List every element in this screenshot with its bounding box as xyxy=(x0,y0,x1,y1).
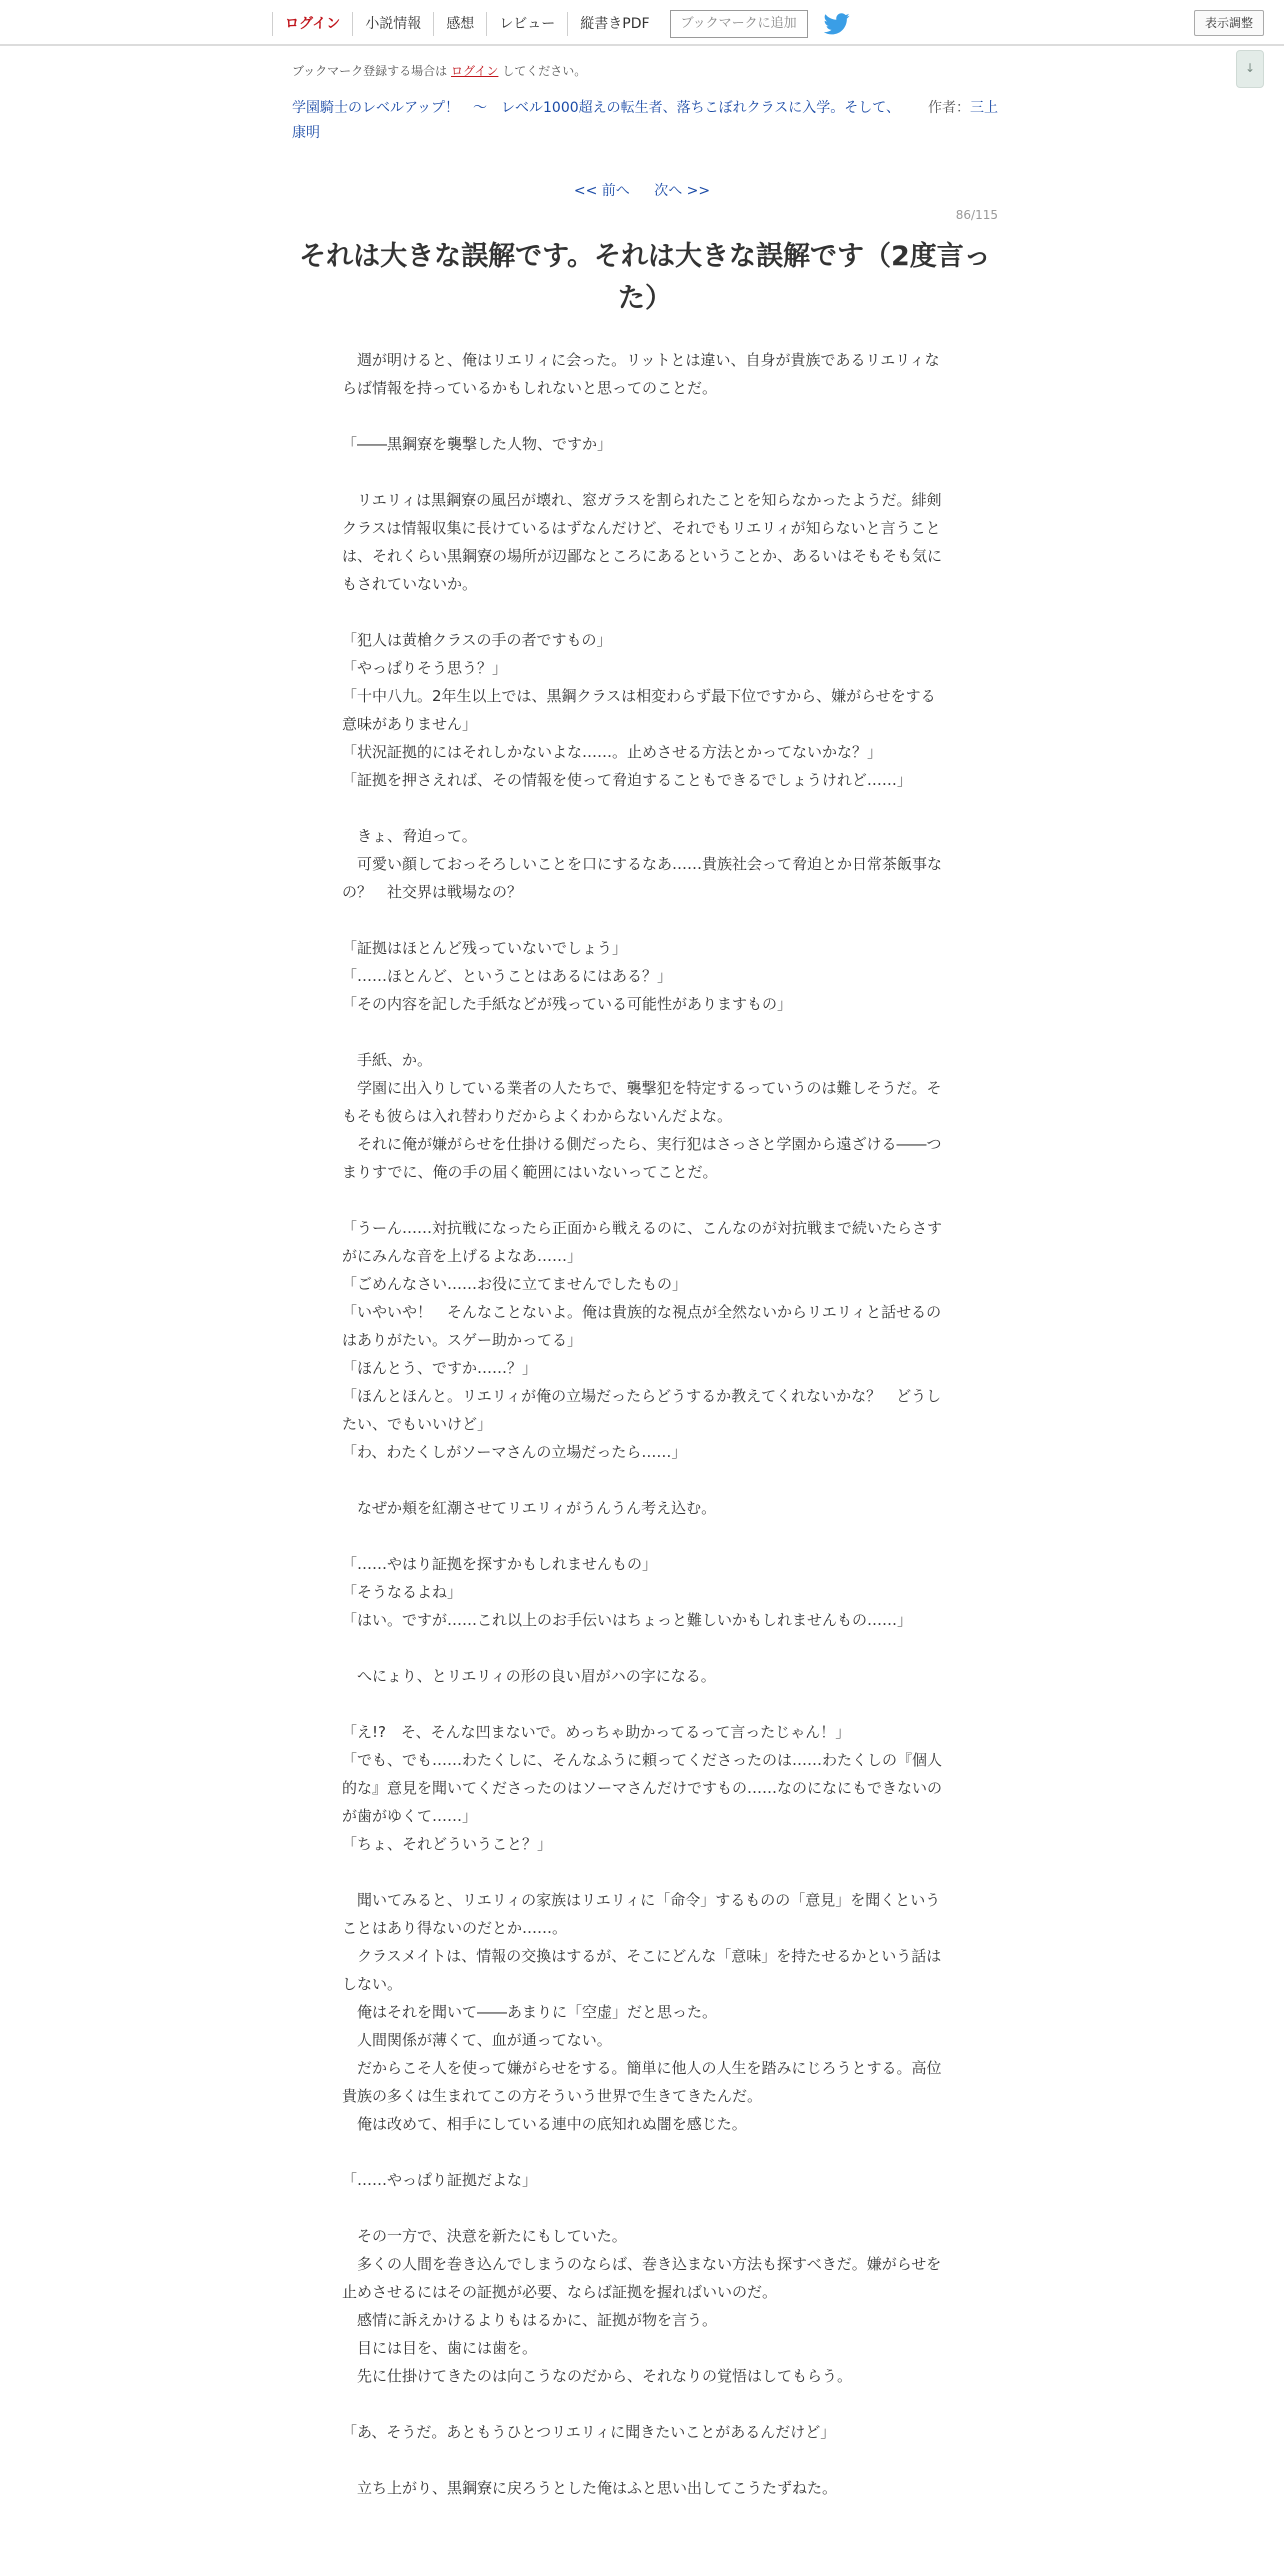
body-paragraph: 先に仕掛けてきたのは向こうなのだから、それなりの覚悟はしてもらう。 xyxy=(342,2367,853,2385)
body-paragraph: 「……ほとんど、ということはあるにはある？」 xyxy=(342,967,673,985)
body-paragraph: リエリィは黒鋼寮の風呂が壊れ、窓ガラスを割られたことを知らなかったようだ。緋剣クラスは情報収集に長けているはずなんだけど、それでもリエリィが知らないと言うことは、それくらい黒鋼寮の場所が辺鄙なところにあるということか、あるいはそもそも気にもされていないか。 xyxy=(342,491,943,593)
series-info xyxy=(292,96,998,146)
body-paragraph: 「……やはり証拠を探すかもしれませんもの」 xyxy=(342,1555,658,1573)
body-paragraph: 「わ、わたくしがソーマさんの立場だったら……」 xyxy=(342,1443,687,1461)
body-paragraph: 感情に訴えかけるよりもはるかに、証拠が物を言う。 xyxy=(342,2311,718,2329)
chapter-body xyxy=(342,346,948,2502)
body-paragraph xyxy=(342,458,948,486)
body-paragraph: 「ちょ、それどういうこと？」 xyxy=(342,1835,553,1853)
body-paragraph: 俺はそれを聞いて――あまりに「空虚」だと思った。 xyxy=(342,2003,718,2021)
body-paragraph xyxy=(342,598,948,626)
body-paragraph: 「十中八九。2年生以上では、黒鋼クラスは相変わらず最下位ですから、嫌がらせをする意味がありません」 xyxy=(342,687,936,733)
body-paragraph: 「――黒鋼寮を襲撃した人物、ですか」 xyxy=(342,435,613,453)
body-paragraph: 「はい。ですが……これ以上のお手伝いはちょっと難しいかもしれませんもの……」 xyxy=(342,1611,913,1629)
body-paragraph: 可愛い顔しておっそろしいことを口にするなあ……貴族社会って脅迫とか日常茶飯事なの？ 社交界は戦場なの？ xyxy=(342,855,943,901)
body-paragraph: なぜか頬を紅潮させてリエリィがうんうん考え込む。 xyxy=(342,1499,717,1517)
body-paragraph: へにょり、とリエリィの形の良い眉がハの字になる。 xyxy=(342,1667,716,1685)
body-paragraph xyxy=(342,794,948,822)
body-paragraph: 「あ、そうだ。あともうひとつリエリィに聞きたいことがあるんだけど」 xyxy=(342,2423,836,2441)
chapter-title: それは大きな誤解です。それは大きな誤解です（2度言った） xyxy=(299,241,991,314)
body-paragraph: きょ、脅迫って。 xyxy=(342,827,477,845)
body-paragraph: 俺は改めて、相手にしている連中の底知れぬ闇を感じた。 xyxy=(342,2115,747,2133)
nav-vertical-pdf[interactable]: 縦書きPDF xyxy=(567,12,661,36)
body-paragraph xyxy=(342,1186,948,1214)
body-paragraph: 「ほんとほんと。リエリィが俺の立場だったらどうするか教えてくれないかな？ どうしたい、でもいいけど」 xyxy=(342,1387,942,1433)
body-paragraph: 目には目を、歯には歯を。 xyxy=(342,2339,538,2357)
body-paragraph xyxy=(342,402,948,430)
body-paragraph: 手紙、か。 xyxy=(342,1051,433,1069)
nav-review[interactable]: レビュー xyxy=(486,12,567,36)
nav-login[interactable]: ログイン xyxy=(272,12,352,36)
body-paragraph: その一方で、決意を新たにもしていた。 xyxy=(342,2227,627,2245)
body-paragraph: 「……やっぱり証拠だよな」 xyxy=(342,2171,538,2189)
body-paragraph: 「そうなるよね」 xyxy=(342,1583,463,1601)
nav-novel-info[interactable]: 小説情報 xyxy=(352,12,433,36)
scroll-down-button[interactable]: ↓ xyxy=(1236,50,1264,88)
body-paragraph: 「やっぱりそう思う？」 xyxy=(342,659,508,677)
top-header xyxy=(0,0,1284,46)
body-paragraph xyxy=(342,2446,948,2474)
body-paragraph: 多くの人間を巻き込んでしまうのならば、巻き込まない方法も探すべきだ。嫌がらせを止めさせるにはその証拠が必要、ならば証拠を握ればいいのだ。 xyxy=(342,2255,942,2301)
body-paragraph xyxy=(342,2194,948,2222)
body-paragraph: クラスメイトは、情報の交換はするが、そこにどんな「意味」を持たせるかという話はしない。 xyxy=(342,1947,942,1993)
body-paragraph xyxy=(342,1018,948,1046)
author-link[interactable]: 三上康明 xyxy=(292,100,998,141)
body-paragraph: 聞いてみると、リエリィの家族はリエリィに「命令」するものの「意見」を聞くということはあり得ないのだとか……。 xyxy=(342,1891,941,1937)
chapter-counter: 86/115 xyxy=(955,208,998,222)
body-paragraph: だからこそ人を使って嫌がらせをする。簡単に他人の人生を踏みにじろうとする。高位貴族の多くは生まれてこの方そういう世界で生きてきたんだ。 xyxy=(342,2059,942,2105)
body-paragraph: 「え!? そ、そんな凹まないで。めっちゃ助かってるって言ったじゃん！」 xyxy=(342,1723,851,1741)
chapter-pager xyxy=(0,180,1284,200)
prev-chapter-link[interactable]: << 前へ xyxy=(573,183,630,199)
bookmark-login-notice xyxy=(292,62,586,79)
body-paragraph: 「状況証拠的にはそれしかないよな……。止めさせる方法とかってないかな？」 xyxy=(342,743,883,761)
body-paragraph: 「いやいや！ そんなことないよ。俺は貴族的な視点が全然ないからリエリィと話せるのはありがたい。スゲー助かってる」 xyxy=(342,1303,942,1349)
body-paragraph xyxy=(342,1690,948,1718)
notice-prefix: ブックマーク登録する場合は xyxy=(292,64,448,78)
body-paragraph xyxy=(342,2390,948,2418)
top-nav xyxy=(272,10,850,38)
nav-impressions[interactable]: 感想 xyxy=(433,12,486,36)
body-paragraph: 「証拠はほとんど残っていないでしょう」 xyxy=(342,939,628,957)
body-paragraph: 「でも、でも……わたくしに、そんなふうに頼ってくださったのは……わたくしの『個人的な』意見を聞いてくださったのはソーマさんだけですもの……なのになにもできないのが歯がゆくて……」 xyxy=(342,1751,943,1825)
notice-login-link[interactable]: ログイン xyxy=(451,64,499,78)
body-paragraph: 「犯人は黄槍クラスの手の者ですもの」 xyxy=(342,631,612,649)
body-paragraph: それに俺が嫌がらせを仕掛ける側だったら、実行犯はさっさと学園から遠ざける――つまりすでに、俺の手の届く範囲にはいないってことだ。 xyxy=(342,1135,942,1181)
author-label: 作者： xyxy=(927,100,970,116)
body-paragraph xyxy=(342,2138,948,2166)
body-paragraph: 「ほんとう、ですか……？」 xyxy=(342,1359,538,1377)
body-paragraph xyxy=(342,906,948,934)
body-paragraph: 学園に出入りしている業者の人たちで、襲撃犯を特定するっていうのは難しそうだ。そもそも彼らは入れ替わりだからよくわからないんだよな。 xyxy=(342,1079,942,1125)
series-title-link[interactable]: 学園騎士のレベルアップ！ 〜 レベル1000超えの転生者、落ちこぼれクラスに入学。そして、 xyxy=(292,100,900,116)
body-paragraph: 人間関係が薄くて、血が通ってない。 xyxy=(342,2031,612,2049)
body-paragraph xyxy=(342,1858,948,1886)
next-chapter-link[interactable]: 次へ >> xyxy=(654,183,711,199)
body-paragraph xyxy=(342,1522,948,1550)
body-paragraph: 「うーん……対抗戦になったら正面から戦えるのに、こんなのが対抗戦まで続いたらさすがにみんな音を上げるよなあ……」 xyxy=(342,1219,943,1265)
body-paragraph: 週が明けると、俺はリエリィに会った。リットとは違い、自身が貴族であるリエリィならば情報を持っているかもしれないと思ってのことだ。 xyxy=(342,351,940,397)
body-paragraph: 立ち上がり、黒鋼寮に戻ろうとした俺はふと思い出してこうたずねた。 xyxy=(342,2479,838,2497)
body-paragraph: 「証拠を押さえれば、その情報を使って脅迫することもできるでしょうけれど……」 xyxy=(342,771,912,789)
display-settings-button[interactable]: 表示調整 xyxy=(1194,10,1264,36)
body-paragraph xyxy=(342,1466,948,1494)
twitter-bird-icon[interactable] xyxy=(824,13,850,35)
notice-suffix: してください。 xyxy=(502,64,587,78)
add-bookmark-button[interactable]: ブックマークに追加 xyxy=(670,10,808,38)
body-paragraph: 「ごめんなさい……お役に立てませんでしたもの」 xyxy=(342,1275,688,1293)
body-paragraph xyxy=(342,1634,948,1662)
body-paragraph: 「その内容を記した手紙などが残っている可能性がありますもの」 xyxy=(342,995,793,1013)
